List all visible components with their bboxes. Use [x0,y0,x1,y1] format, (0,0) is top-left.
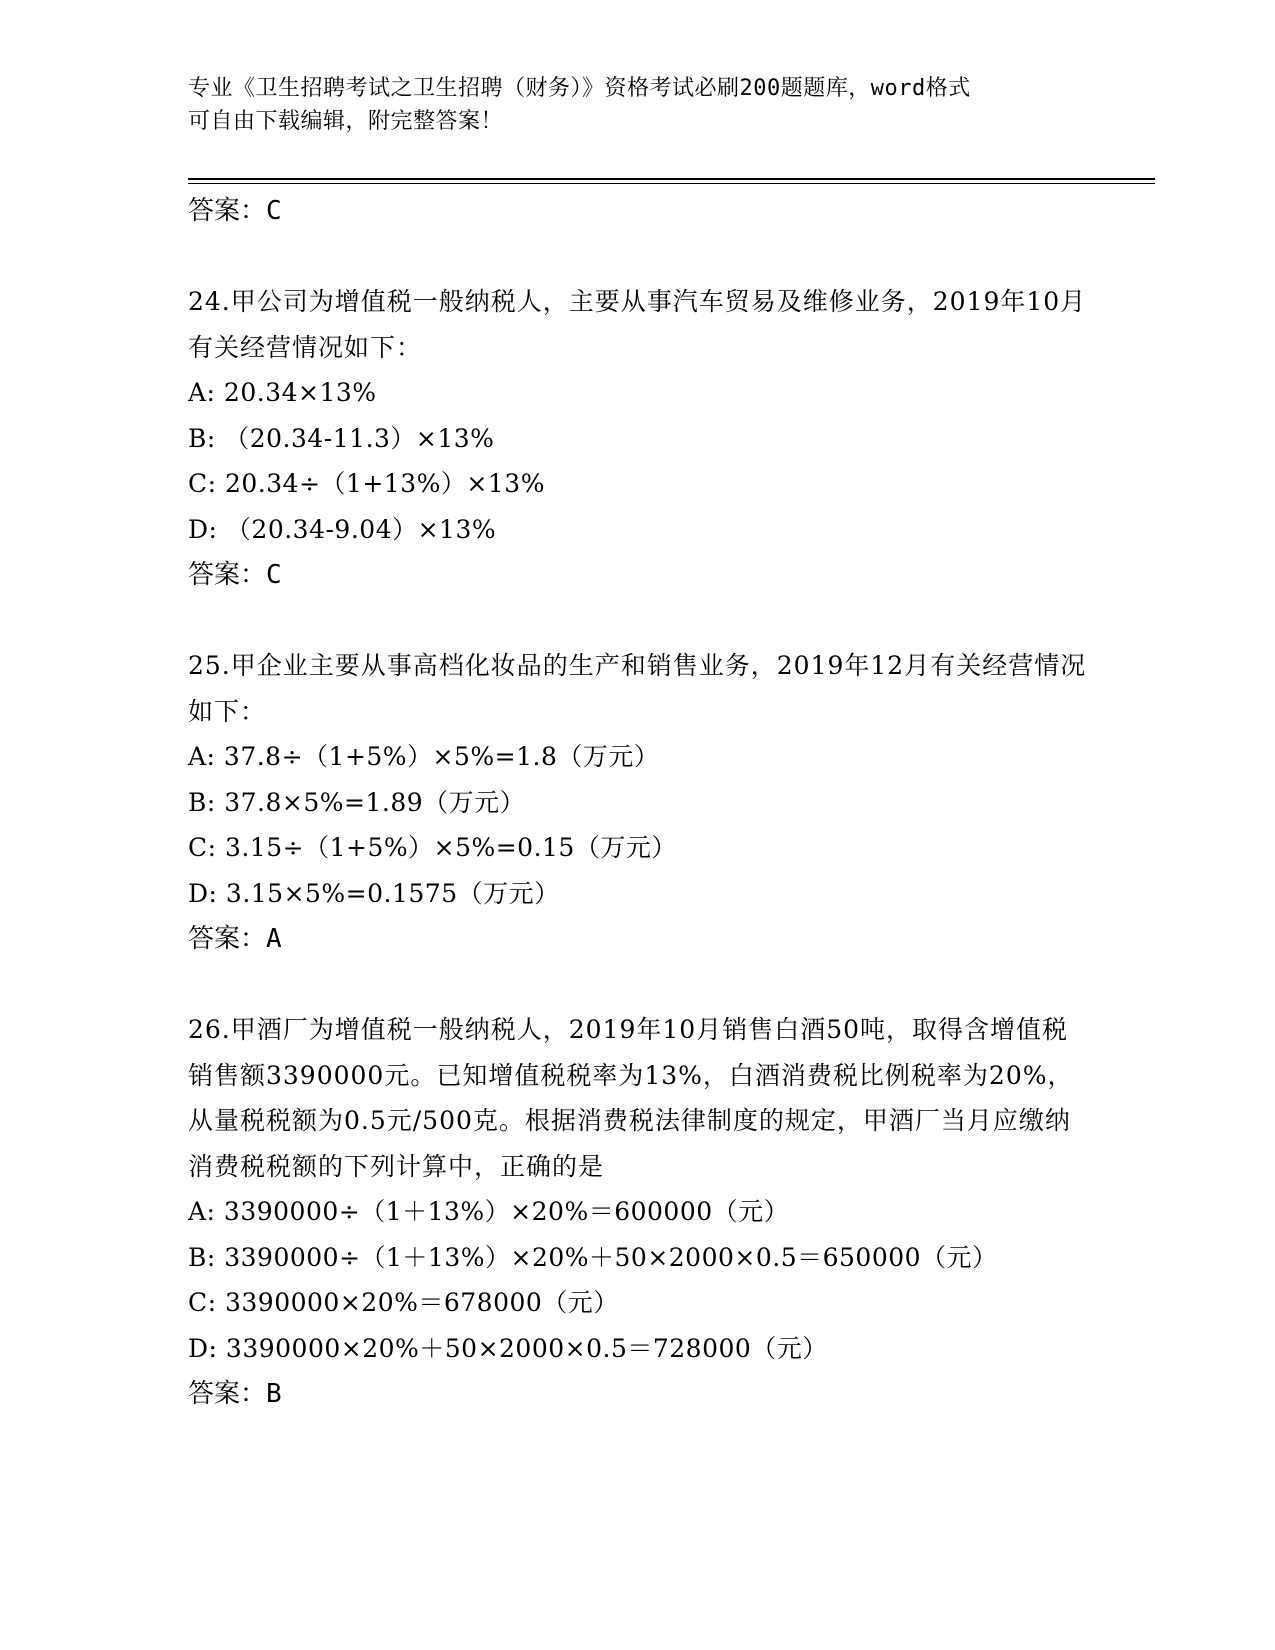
option-b: B: 37.8×5%=1.89（万元） [188,787,526,817]
header-line-1: 专业《卫生招聘考试之卫生招聘（财务）》资格考试必刷200题题库，word格式 [188,76,971,101]
question-25 [188,643,1088,962]
option-c: C: 3.15÷（1+5%）×5%=0.15（万元） [188,833,677,862]
document-header [188,72,1088,138]
option-d: D: 3.15×5%=0.1575（万元） [188,878,560,908]
answer-label: 答案：C [188,196,282,226]
question-stem: 26.甲酒厂为增值税一般纳税人，2019年10月销售白酒50吨，取得含增值税销售额3390000元。已知增值税税率为13%，白酒消费税比例税率为20%，从量税税额为0.5元/500克。根据消费税法律制度的规定，甲酒厂当月应缴纳消费税税额的下列计算中，正确的是 [188,1015,1074,1181]
option-d: D: （20.34-9.04）×13% [188,514,497,544]
header-divider [188,178,1155,184]
question-24 [188,279,1088,598]
answer-label: 答案：A [188,924,282,954]
option-c: C: 3390000×20%＝678000（元） [188,1288,619,1317]
option-a: A: 20.34×13% [188,378,377,407]
option-d: D: 3390000×20%＋50×2000×0.5＝728000（元） [188,1333,828,1363]
option-b: B: （20.34-11.3）×13% [188,423,495,453]
question-stem: 25.甲企业主要从事高档化妆品的生产和销售业务，2019年12月有关经营情况如下： [188,651,1087,726]
header-line-2: 可自由下载编辑，附完整答案！ [188,109,504,134]
answer-label: 答案：C [188,560,282,590]
question-26 [188,1007,1088,1417]
answer-label: 答案：B [188,1379,282,1409]
option-a: A: 37.8÷（1+5%）×5%=1.8（万元） [188,742,660,771]
option-a: A: 3390000÷（1＋13%）×20%＝600000（元） [188,1197,790,1226]
option-c: C: 20.34÷（1+13%）×13% [188,469,545,498]
option-b: B: 3390000÷（1＋13%）×20%＋50×2000×0.5＝650000（元） [188,1242,998,1272]
question-list [188,188,1088,1417]
question-stem: 24.甲公司为增值税一般纳税人，主要从事汽车贸易及维修业务，2019年10月有关经营情况如下： [188,287,1087,362]
